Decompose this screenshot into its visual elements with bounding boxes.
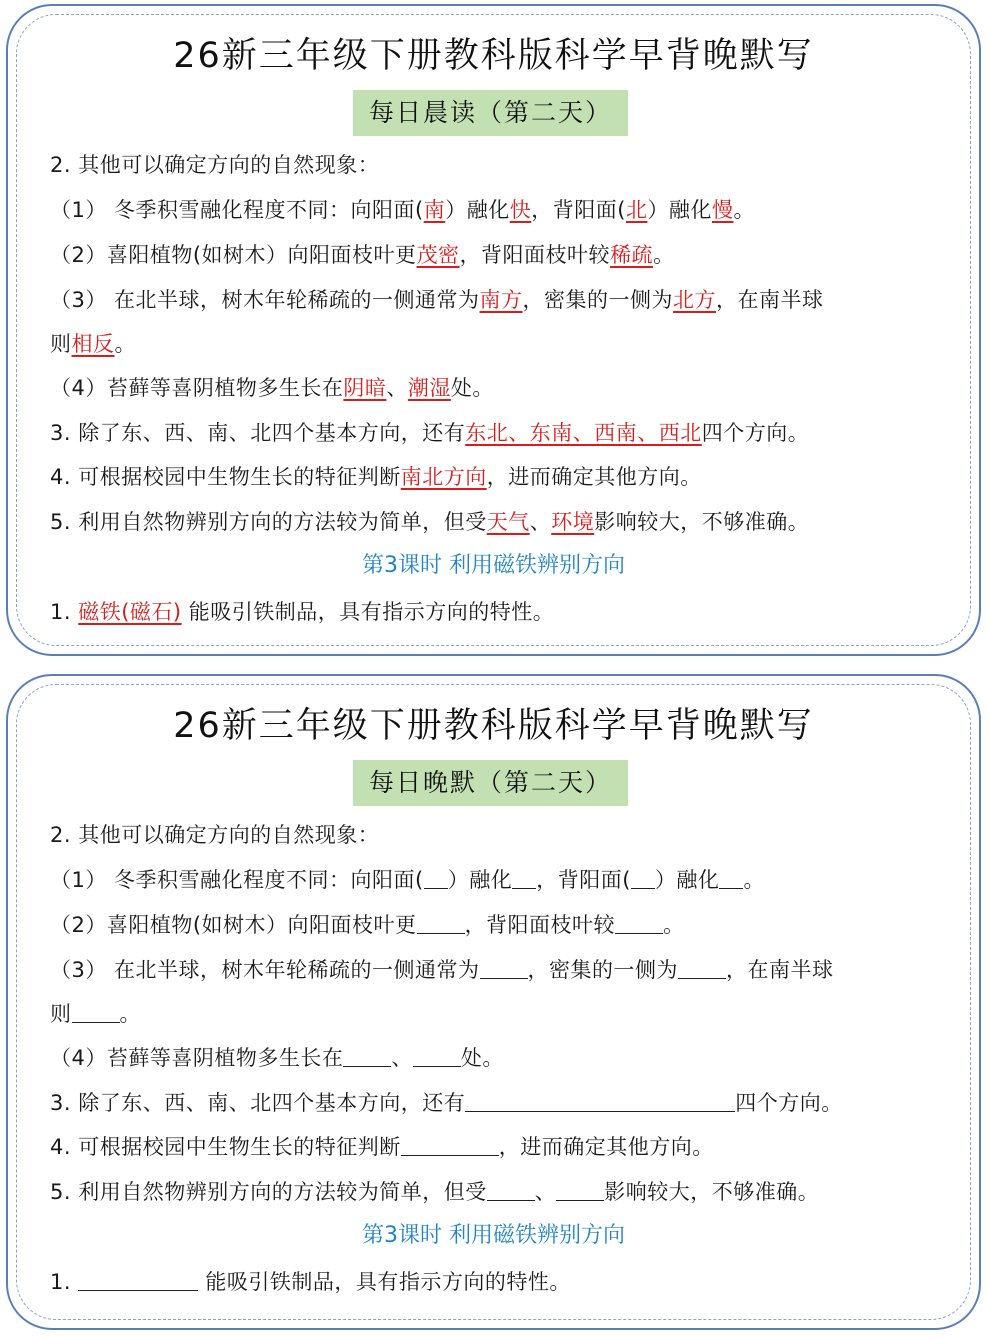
line-tree-rings: （3） 在北半球，树木年轮稀疏的一侧通常为 ，密集的一侧为 ，在南半球 [50,958,834,982]
line-snow-melt: （1） 冬季积雪融化程度不同：向阳面( ）融化 ，背阳面( ）融化 。 [50,868,765,892]
blank [413,1044,461,1067]
answer: 稀疏 [610,243,654,267]
answer: 相反 [71,332,115,356]
line-magnet: 1. 能吸引铁制品，具有指示方向的特性。 [50,1270,571,1294]
blank [719,866,743,889]
answer: 快 [509,198,532,222]
line-natural-objects: 5. 利用自然物辨别方向的方法较为简单，但受天气、环境影响较大，不够准确。 [50,510,810,534]
blank [424,866,448,889]
line-sun-plants: （2）喜阳植物(如树木）向阳面枝叶更 ，背阳面枝叶较 。 [50,913,685,937]
blank [480,956,528,979]
answer: 天气 [486,510,530,534]
answer: 北方 [673,288,717,312]
answer: 磁铁(磁石) [78,600,182,624]
line-natural-phenomena: 2. 其他可以确定方向的自然现象： [50,823,380,847]
line-moss: （4）苔藓等喜阴植物多生长在阴暗、潮湿处。 [50,376,494,400]
line-snow-melt: （1） 冬季积雪融化程度不同：向阳面(南）融化快，背阳面(北）融化慢。 [50,198,755,222]
answer: 东北、东南、西南、西北 [465,421,702,445]
line-tree-rings-cont: 则 。 [50,1002,141,1026]
line-tree-rings-cont: 则相反。 [50,332,136,356]
answer: 潮湿 [407,376,451,400]
blank [401,1133,499,1156]
line-moss: （4）苔藓等喜阴植物多生长在 、 处。 [50,1046,504,1070]
lesson-heading: 第3课时 利用磁铁辨别方向 [362,553,625,578]
blank [72,1000,120,1023]
line-sun-plants: （2）喜阳植物(如树木）向阳面枝叶更茂密，背阳面枝叶较稀疏。 [50,243,675,267]
line-campus: 4. 可根据校园中生物生长的特征判断南北方向，进而确定其他方向。 [50,465,702,489]
blank [512,866,536,889]
evening-card [6,674,981,1330]
answer: 南 [423,198,446,222]
blank [78,1268,198,1291]
blank [417,911,465,934]
line-magnet: 1. 磁铁(磁石) 能吸引铁制品，具有指示方向的特性。 [50,600,555,624]
answer: 阴暗 [343,376,387,400]
answer: 南方 [479,288,523,312]
blank [343,1044,391,1067]
blank [487,1178,535,1201]
answer: 北 [625,198,648,222]
line-directions: 3. 除了东、西、南、北四个基本方向，还有东北、东南、西南、西北四个方向。 [50,421,810,445]
answer: 南北方向 [400,465,487,489]
blank [465,1089,735,1112]
lesson-heading: 第3课时 利用磁铁辨别方向 [362,1223,625,1248]
morning-card [6,4,981,656]
answer: 茂密 [416,243,460,267]
blank [615,911,663,934]
line-campus: 4. 可根据校园中生物生长的特征判断 ，进而确定其他方向。 [50,1135,714,1159]
blank [631,866,655,889]
line-natural-objects: 5. 利用自然物辨别方向的方法较为简单，但受 、 影响较大，不够准确。 [50,1180,820,1204]
blank [678,956,726,979]
card-subtitle: 每日晨读（第二天） [353,90,628,136]
line-tree-rings: （3） 在北半球，树木年轮稀疏的一侧通常为南方，密集的一侧为北方，在南半球 [50,288,824,312]
line-directions: 3. 除了东、西、南、北四个基本方向，还有 四个方向。 [50,1091,843,1115]
answer: 慢 [711,198,734,222]
line-natural-phenomena: 2. 其他可以确定方向的自然现象： [50,153,380,177]
blank [556,1178,604,1201]
answer: 环境 [551,510,595,534]
card-title: 26新三年级下册教科版科学早背晚默写 [173,706,814,746]
card-subtitle: 每日晚默（第二天） [353,760,628,806]
card-title: 26新三年级下册教科版科学早背晚默写 [173,36,814,76]
